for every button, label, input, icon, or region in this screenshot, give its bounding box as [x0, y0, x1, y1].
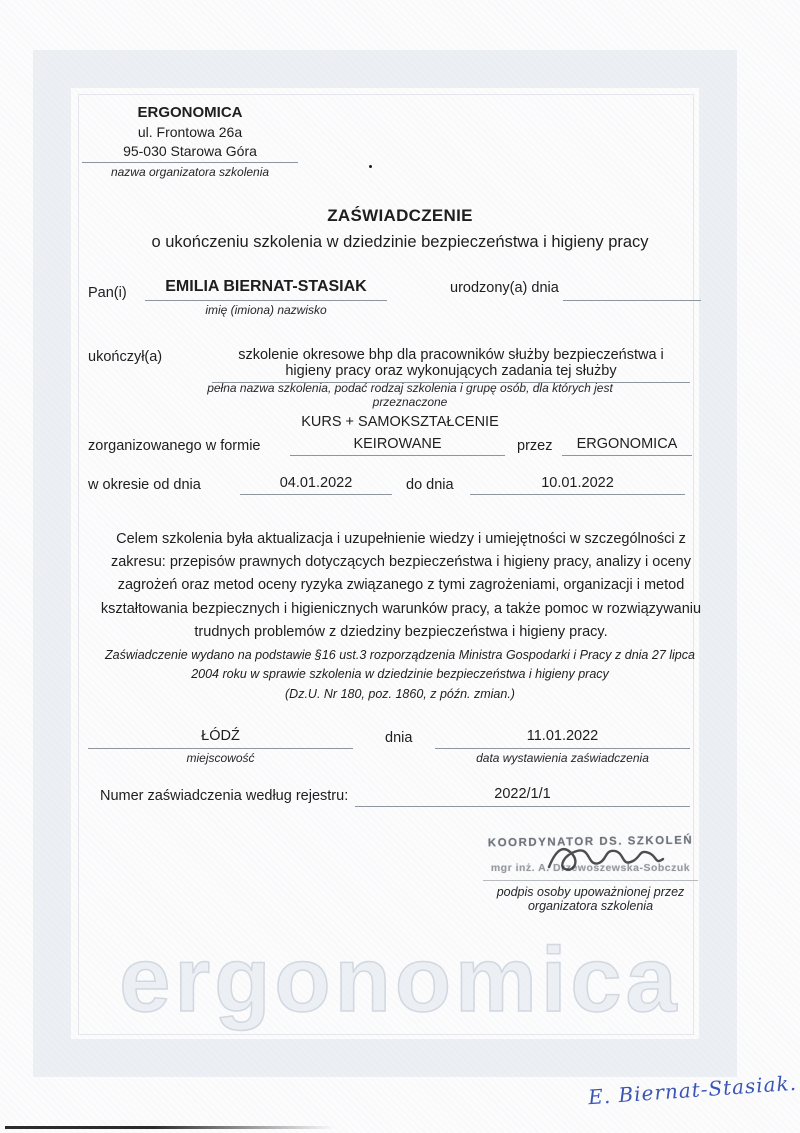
course-name-line1: szkolenie okresowe bhp dla pracowników służby bezpieczeństwa i	[238, 347, 664, 363]
registry-number-label: Numer zaświadczenia według rejestru:	[100, 788, 349, 804]
course-caption-line1: pełna nazwa szkolenia, podać rodzaj szkolenia i grupę osób, dla których jest	[207, 381, 613, 395]
course-caption-line2: przeznaczone	[372, 395, 448, 409]
completed-label: ukończył(a)	[88, 349, 163, 365]
birth-date-field	[563, 280, 701, 301]
stamp-title: KOORDYNATOR DS. SZKOLEŃ	[487, 834, 694, 850]
issue-date-caption: data wystawienia zaświadczenia	[476, 751, 649, 765]
scan-edge-artifact	[5, 1126, 335, 1129]
handwritten-stamp-signature-squiggle	[543, 839, 668, 877]
birth-date-label: urodzony(a) dnia	[450, 280, 559, 296]
period-from-label: w okresie od dnia	[88, 477, 201, 493]
issue-date-field	[435, 728, 690, 765]
period-to-label: do dnia	[406, 477, 454, 493]
course-name-line2: higieny pracy oraz wykonujących zadania tej służby	[212, 363, 690, 383]
organizer-name: ERGONOMICA	[137, 104, 243, 121]
registry-number-value: 2022/1/1	[355, 786, 690, 807]
issue-place-field	[88, 728, 353, 765]
organizer-block	[82, 104, 298, 179]
person-name-field	[145, 278, 387, 317]
handwritten-signature: E. Biernat-Stasiak.	[587, 1070, 798, 1110]
organized-in-form-label: zorganizowanego w formie	[88, 438, 261, 454]
organizer-address-line2: 95-030 Starowa Góra	[82, 143, 298, 163]
stray-ink-dot	[369, 165, 372, 168]
course-caption	[130, 381, 690, 409]
certificate-title: ZAŚWIADCZENIE	[327, 206, 473, 225]
legal-note-line3: (Dz.U. Nr 180, poz. 1860, z późn. zmian.)	[285, 686, 515, 701]
organizer-caption: nazwa organizatora szkolenia	[110, 165, 270, 179]
person-label: Pan(i)	[88, 285, 127, 301]
legal-note-line1: Zaświadczenie wydano na podstawie §16 ust.3 rozporządzenia Ministra Gospodarki i Pracy z dnia 27 lipca	[105, 648, 695, 662]
issue-place-value: ŁÓDŹ	[88, 728, 353, 749]
organizer-address-line1: ul. Frontowa 26a	[137, 124, 243, 140]
person-name: EMILIA BIERNAT-STASIAK	[145, 278, 387, 301]
issue-date-label: dnia	[385, 730, 413, 746]
certificate-subtitle: o ukończeniu szkolenia w dziedzinie bezpieczeństwa i higieny pracy	[151, 233, 649, 251]
issue-place-caption: miejscowość	[186, 751, 255, 765]
course-name-field	[212, 347, 690, 383]
course-form-top-value: KURS + SAMOKSZTAŁCENIE	[301, 414, 499, 430]
by-label: przez	[517, 438, 553, 454]
period-from-value: 04.01.2022	[240, 475, 392, 495]
signature-caption-line1: podpis osoby upoważnionej przez	[496, 885, 685, 899]
purpose-paragraph: Celem szkolenia była aktualizacja i uzupełnienie wiedzy i umiejętności w szczególności z zakresu: przepisów prawnych dotyczących bezpieczeństwa i higieny pracy, analizy i oceny zagrożeń oraz metod oceny ryzyka związanego z tymi zagrożeniami, organizacji i metod kształtowania bezpiecznych i higienicznych warunków pracy, a także pomoc w rozwiązywaniu trudnych problemów z dziedziny bezpieczeństwa i higieny pracy.	[100, 531, 702, 640]
legal-note	[90, 646, 710, 704]
person-name-caption: imię (imiona) nazwisko	[205, 303, 327, 317]
issue-date-value: 11.01.2022	[435, 728, 690, 749]
signature-caption-line2: organizatora szkolenia	[527, 899, 654, 913]
course-form-value: KEIROWANE	[290, 436, 505, 456]
legal-note-line2: 2004 roku w sprawie szkolenia w dziedzinie bezpieczeństwa i higieny pracy	[191, 667, 609, 682]
ergonomica-watermark: ergonomica	[119, 929, 681, 1031]
organizer-value: ERGONOMICA	[562, 436, 692, 456]
stamp-name: mgr inż. A. Drzewoszewska-Sobczuk	[483, 862, 698, 881]
period-to-value: 10.01.2022	[470, 475, 685, 495]
